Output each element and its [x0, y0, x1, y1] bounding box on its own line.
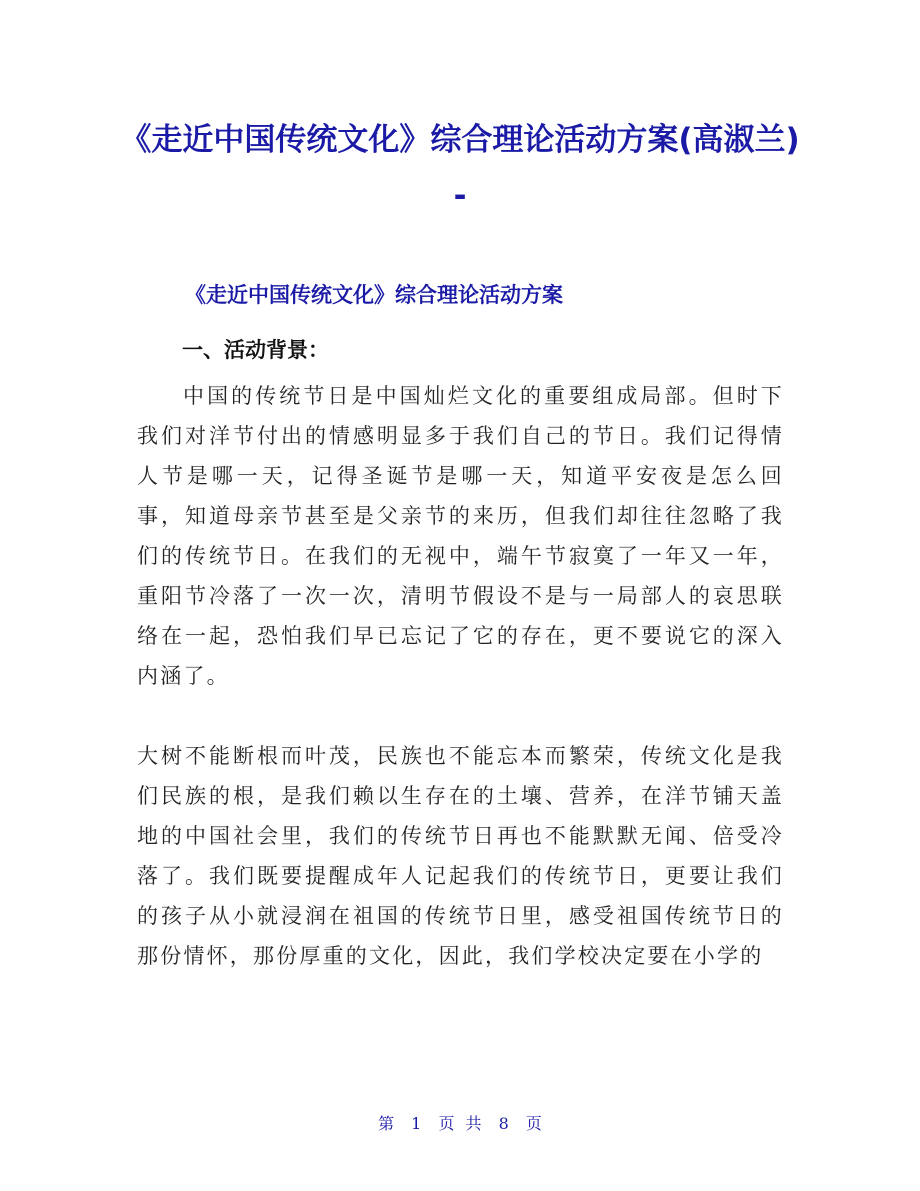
page-footer — [0, 1112, 920, 1136]
footer-total-pages: 8 — [498, 1114, 509, 1133]
body-paragraph-1: 中国的传统节日是中国灿烂文化的重要组成局部。但时下我们对洋节付出的情感明显多于我们自己的节日。我们记得情人节是哪一天，记得圣诞节是哪一天，知道平安夜是怎么回事，知道母亲节甚至是父亲节的来历，但我们却往往忽略了我们的传统节日。在我们的无视中，端午节寂寞了一年又一年，重阳节冷落了一次一次，清明节假设不是与一局部人的哀思联络在一起，恐怕我们早已忘记了它的存在，更不要说它的深入内涵了。 — [137, 384, 784, 688]
document-subtitle: 《走近中国传统文化》综合理论活动方案 — [185, 283, 563, 307]
section-heading-background: 一、活动背景： — [182, 337, 329, 362]
body-paragraph-2: 大树不能断根而叶茂，民族也不能忘本而繁荣，传统文化是我们民族的根，是我们赖以生存在的土壤、营养，在洋节铺天盖地的中国社会里，我们的传统节日再也不能默默无闻、倍受冷落了。我们既要提醒成年人记起我们的传统节日，更要让我们的孩子从小就浸润在祖国的传统节日里，感受祖国传统节日的那份情怀，那份厚重的文化，因此，我们学校决定要在小学的 — [137, 744, 784, 968]
footer-mid: 页 共 — [438, 1114, 482, 1133]
document-title: 《走近中国传统文化》综合理论活动方案(高淑兰) - — [120, 122, 800, 214]
footer-suffix: 页 — [525, 1114, 542, 1133]
footer-prefix: 第 — [378, 1114, 395, 1133]
footer-current-page: 1 — [411, 1114, 422, 1133]
